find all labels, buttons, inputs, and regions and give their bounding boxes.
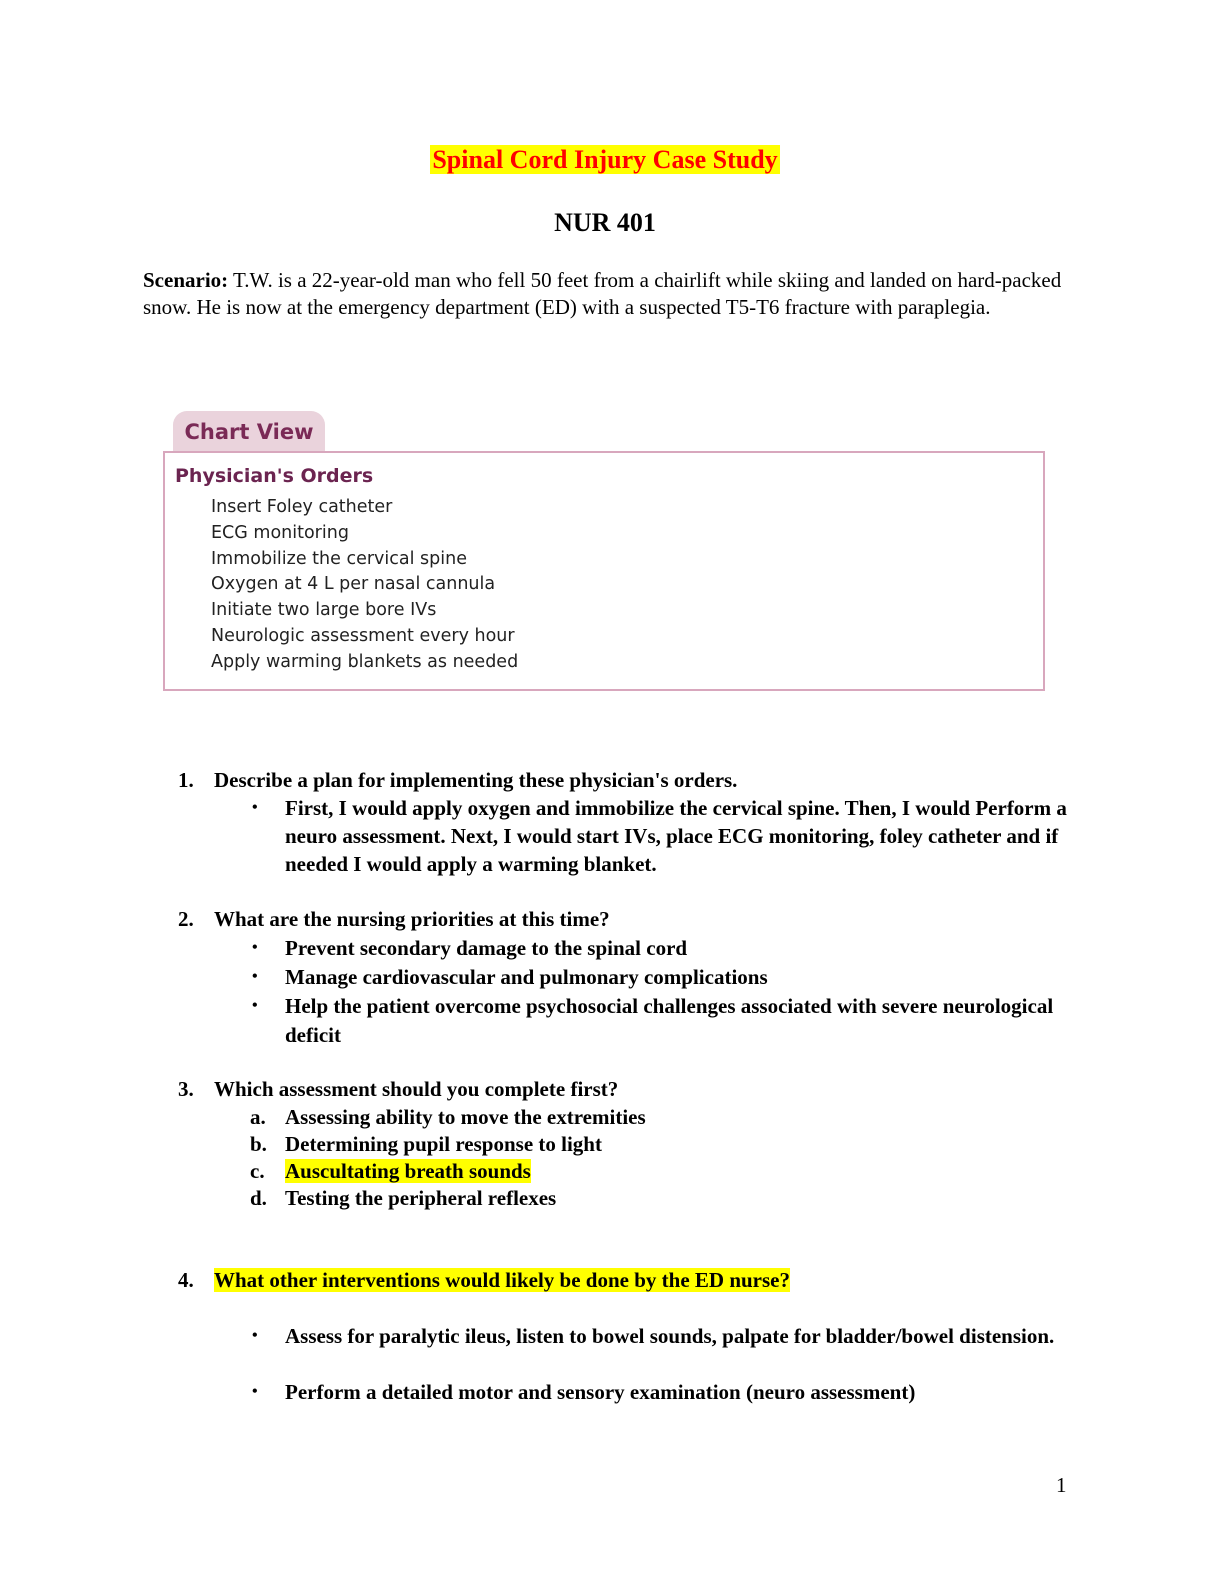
order-item: Neurologic assessment every hour — [211, 625, 515, 646]
physicians-orders-box — [163, 451, 1045, 691]
highlighted-question: What other interventions would likely be done by the ED nurse? — [214, 1268, 790, 1292]
question-text: Describe a plan for implementing these physician's orders. — [214, 768, 738, 792]
option-letter: c. — [250, 1159, 265, 1183]
answer-text: Manage cardiovascular and pulmonary complications — [285, 965, 768, 989]
course-code: NUR 401 — [554, 208, 656, 237]
chart-view-tab: Chart View — [173, 411, 325, 453]
scenario-paragraph — [143, 267, 1078, 321]
bullet-icon: • — [252, 1383, 258, 1400]
order-item: Immobilize the cervical spine — [211, 548, 467, 569]
physicians-orders-list — [211, 495, 518, 676]
order-item: ECG monitoring — [211, 522, 349, 543]
order-item: Insert Foley catheter — [211, 497, 393, 517]
answer-text: First, I would apply oxygen and immobilize the cervical spine. Then, I would Perform a neuro assessment. Next, I would start IVs, place ECG monitoring, foley catheter and if needed I would apply a warming blanket. — [285, 796, 1067, 876]
order-item: Initiate two large bore IVs — [211, 600, 437, 621]
option-letter: b. — [250, 1132, 267, 1156]
scenario-label: Scenario: — [143, 268, 229, 292]
answer-text: Help the patient overcome psychosocial challenges associated with severe neurological deficit — [285, 994, 1054, 1047]
answer-text: Prevent secondary damage to the spinal cord — [285, 936, 688, 960]
bullet-icon: • — [252, 968, 258, 985]
question-number: 2. — [178, 907, 194, 931]
document-title — [0, 143, 1210, 177]
question-number: 4. — [178, 1268, 194, 1292]
option-letter: a. — [250, 1105, 266, 1129]
page-number: 1 — [1056, 1473, 1067, 1497]
order-item: Oxygen at 4 L per nasal cannula — [211, 574, 496, 595]
question-text: Which assessment should you complete first? — [214, 1077, 619, 1101]
question-number: 1. — [178, 768, 194, 792]
option-text — [285, 1157, 1075, 1185]
scenario-text: T.W. is a 22-year-old man who fell 50 feet from a chairlift while skiing and landed on hard-packed snow. He is now at the emergency department (ED) with a suspected T5-T6 fracture with paraplegia. — [143, 268, 1062, 319]
bullet-icon: • — [252, 939, 258, 956]
bullet-icon: • — [252, 799, 258, 816]
question-text: What are the nursing priorities at this time? — [214, 907, 610, 931]
answer-text: Assess for paralytic ileus, listen to bowel sounds, palpate for bladder/bowel distension. — [285, 1324, 1055, 1348]
option-text: Assessing ability to move the extremities — [285, 1105, 646, 1129]
answer-text: Perform a detailed motor and sensory examination (neuro assessment) — [285, 1380, 916, 1404]
option-letter: d. — [250, 1186, 267, 1210]
bullet-icon: • — [252, 1327, 258, 1344]
highlighted-answer: Auscultating breath sounds — [285, 1159, 531, 1183]
option-text: Testing the peripheral reflexes — [285, 1186, 557, 1210]
bullet-icon: • — [252, 997, 258, 1014]
document-title-text: Spinal Cord Injury Case Study — [432, 145, 778, 174]
option-text: Determining pupil response to light — [285, 1132, 602, 1156]
question-number: 3. — [178, 1077, 194, 1101]
question-text — [214, 1266, 790, 1294]
physicians-orders-heading: Physician's Orders — [175, 465, 374, 487]
order-item: Apply warming blankets as needed — [211, 651, 519, 672]
